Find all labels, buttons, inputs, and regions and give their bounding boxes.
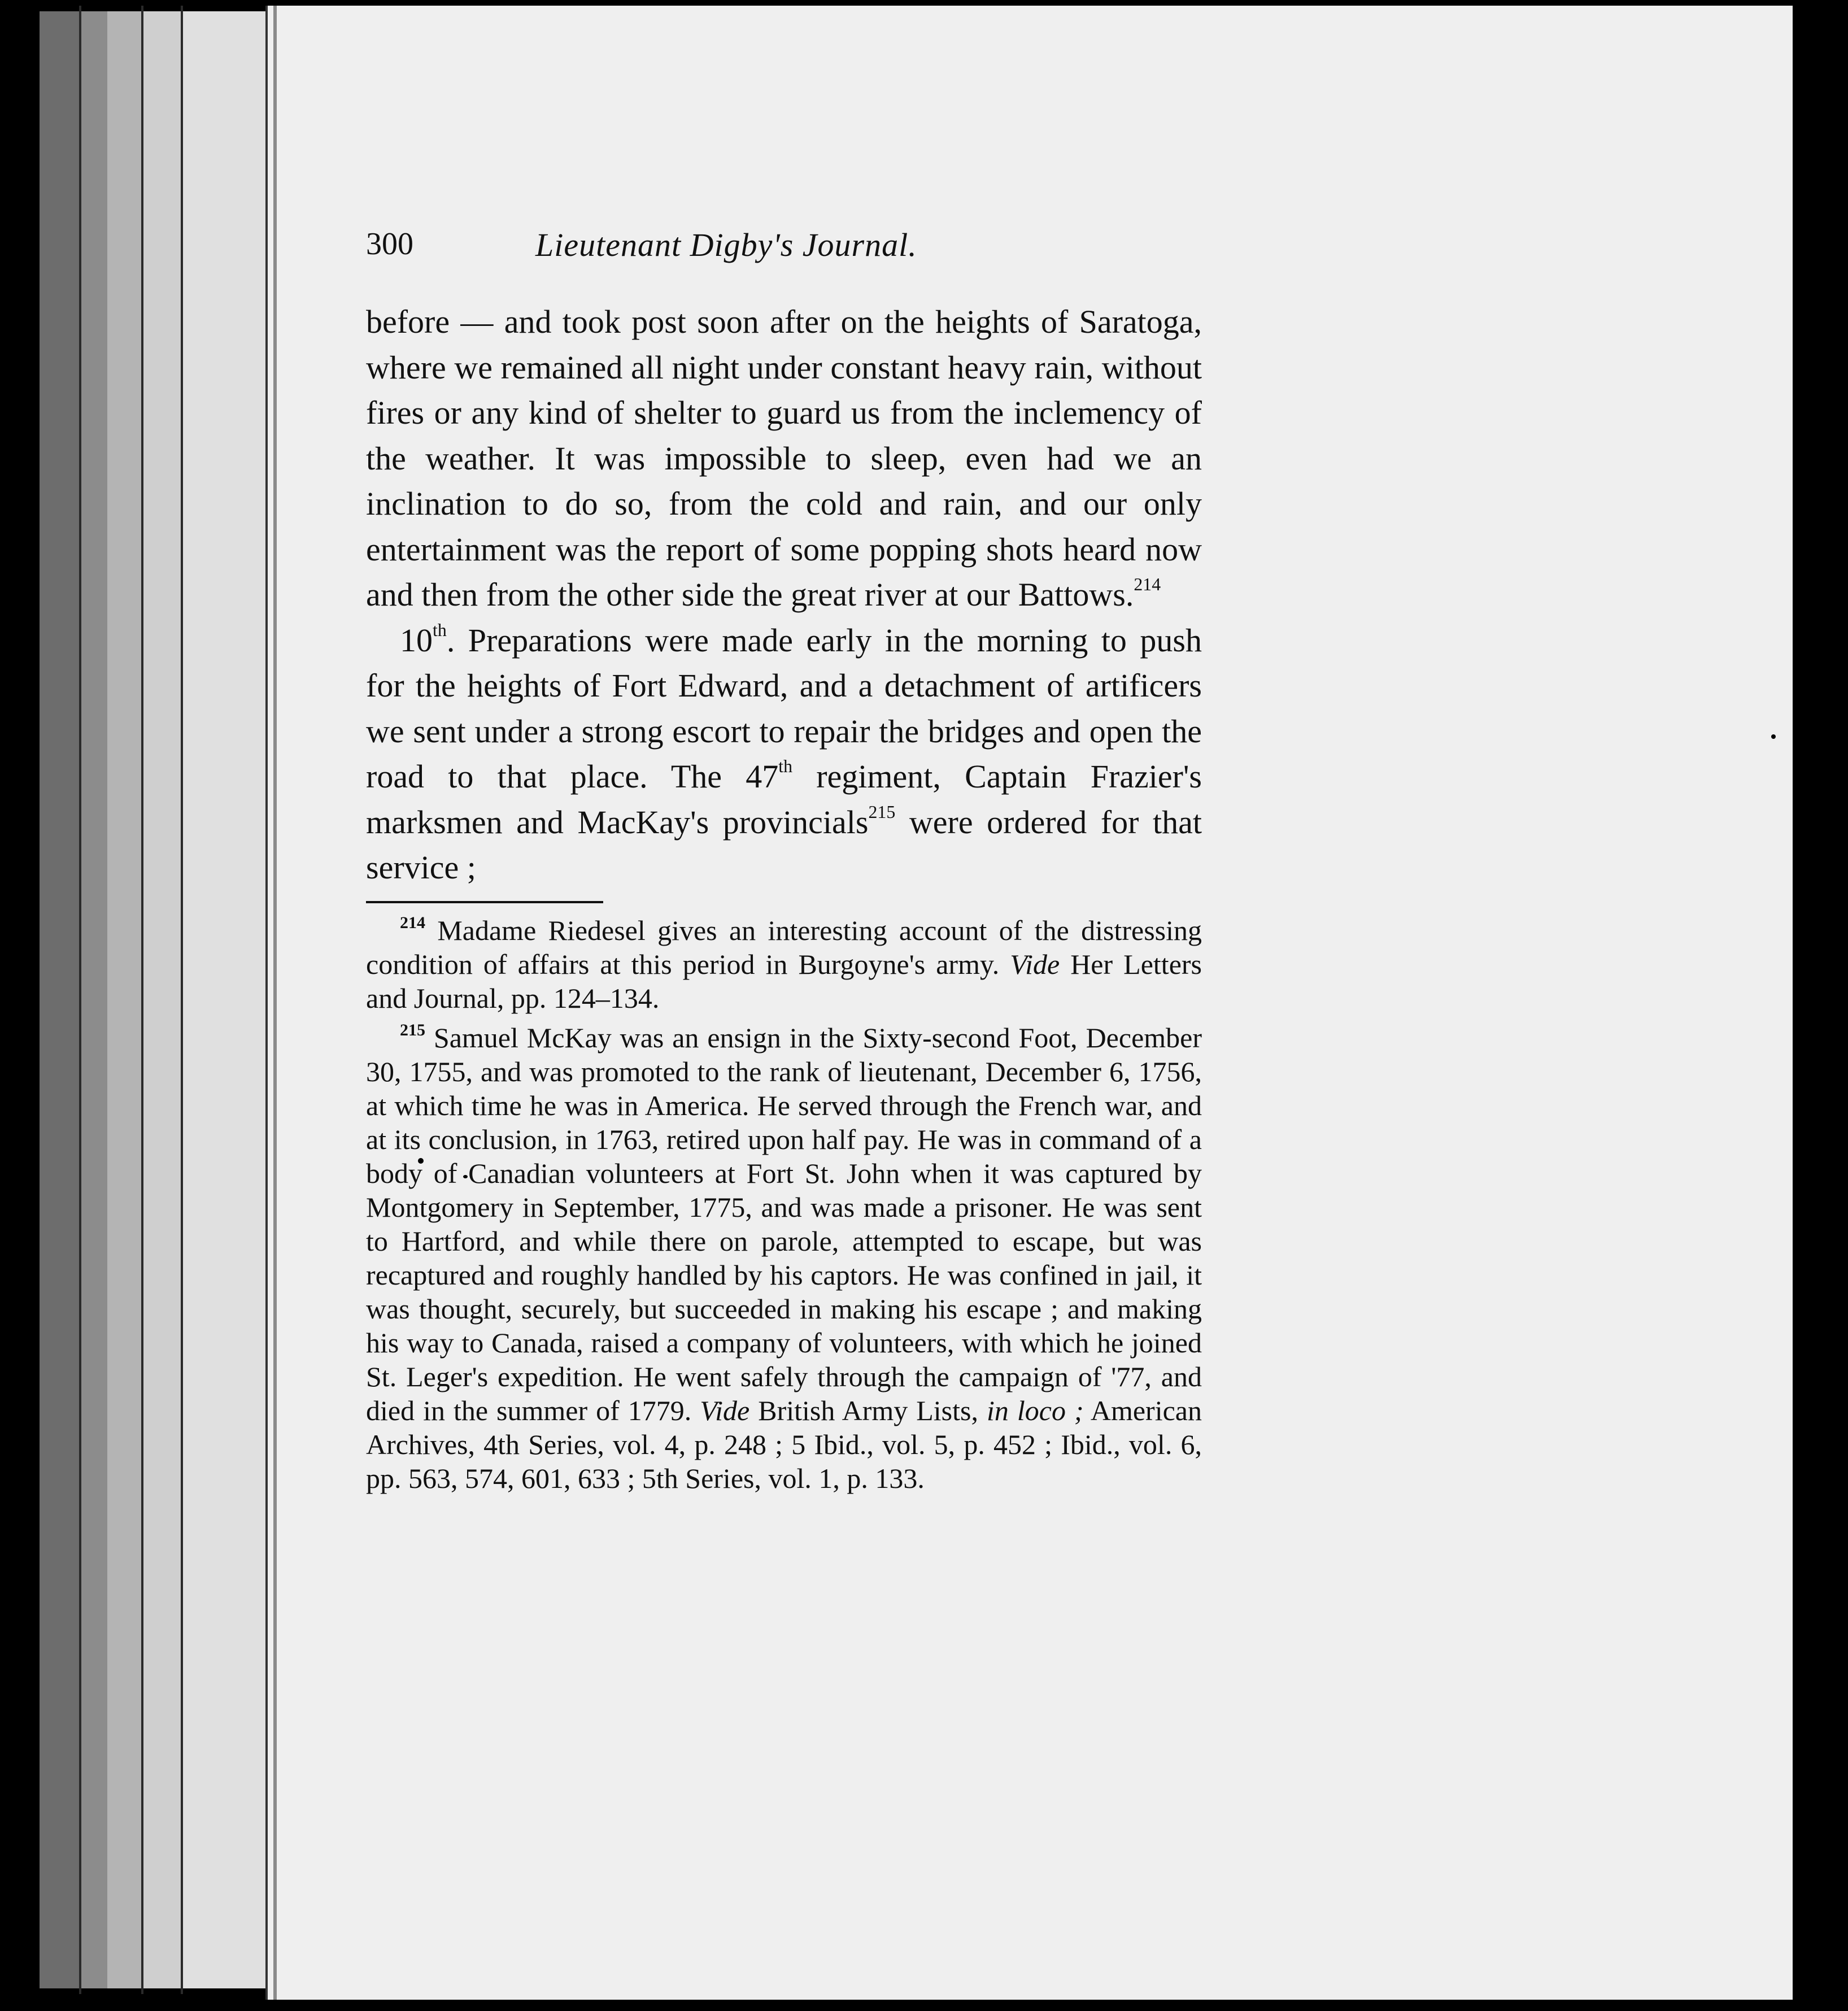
gutter-shadow: [1793, 6, 1827, 2000]
page-edge: [107, 11, 141, 1988]
paragraph-text: before — and took post soon after on the heights of Saratoga, where we remained all night under constant heavy rain, without fires or any kind of shelter to guard us from the inclemency of the weather. It was impossible to sleep, even had we an inclination to do so, from the cold and rain, and our only entertainment was the report of some popping shots heard now and then from the other side the great river at our Battows.: [366, 303, 1202, 613]
footnote-italic: Vide: [1010, 948, 1060, 980]
paragraph-text: were ordered for that service ;: [366, 803, 1202, 886]
footnote-text: Her Letters and Journal, pp. 124–134.: [366, 948, 1202, 1014]
footnote: [366, 913, 1202, 1015]
footnote-italic: Vide: [700, 1394, 750, 1426]
footnote-text: Madame Riedesel gives an interesting account of the distressing condition of affairs at this period in Burgoyne's army.: [366, 914, 1202, 980]
ordinal-suffix: th: [778, 756, 793, 776]
page-edge: [40, 11, 79, 1988]
footnote-italic: in loco ;: [986, 1394, 1084, 1426]
footnote-reference: 214: [1134, 574, 1161, 594]
footnote-text: American Archives, 4th Series, vol. 4, p. 248 ; 5 Ibid., vol. 5, p. 452 ; Ibid., vol. 6, pp. 563, 574, 601, 633 ; 5th Series, vol. 1, p. 133.: [366, 1394, 1202, 1494]
page-number: 300: [366, 227, 413, 262]
footnote-number: 214: [400, 913, 425, 932]
body-paragraph: [366, 299, 1202, 618]
page-edge-line: [79, 6, 81, 1994]
page-edge: [79, 11, 107, 1988]
footnote-text: British Army Lists,: [749, 1394, 987, 1426]
text-block: [366, 226, 1202, 1501]
footnote-reference: 215: [868, 802, 896, 822]
date-suffix: th: [433, 620, 447, 640]
running-header: [366, 226, 1202, 277]
paragraph-text: . Preparations were made early in the morning to push for the heights of Fort Edward, and a detachment of artificers we sent under a strong escort to repair the bridges and open the road to that place. The 47: [366, 621, 1202, 795]
page-edge: [141, 11, 181, 1988]
page-edge-line: [181, 6, 183, 1994]
running-title: Lieutenant Digby's Journal.: [535, 227, 917, 263]
paragraph-text: regiment, Captain Frazier's marksmen and MacKay's provincials: [366, 758, 1202, 841]
page-inner-border: [273, 6, 277, 2000]
page-edge-line: [141, 6, 143, 1994]
page-edge: [181, 11, 265, 1988]
footnote: [366, 1021, 1202, 1495]
body-paragraph: [366, 618, 1202, 891]
footnote-rule: [366, 901, 603, 903]
footnote-text: Samuel McKay was an ensign in the Sixty-second Foot, December 30, 1755, and was promoted to the rank of lieutenant, December 6, 1756, at which time he was in America. He served through the French war, and at its conclusion, in 1763, retired upon half pay. He was in command of a body of Canadian volunteers at Fort St. John when it was captured by Montgomery in September, 1775, and was made a prisoner. He was sent to Hartford, and while there on parole, attempted to escape, but was recaptured and roughly handled by his captors. He was confined in jail, it was thought, securely, but succeeded in making his escape ; and making his way to Canada, raised a company of volunteers, with which he joined St. Leger's expedition. He went safely through the campaign of '77, and died in the summer of 1779.: [366, 1021, 1202, 1426]
diary-date: 10: [400, 621, 433, 659]
scan-speck: [1771, 734, 1776, 739]
footnote-number: 215: [400, 1020, 425, 1039]
